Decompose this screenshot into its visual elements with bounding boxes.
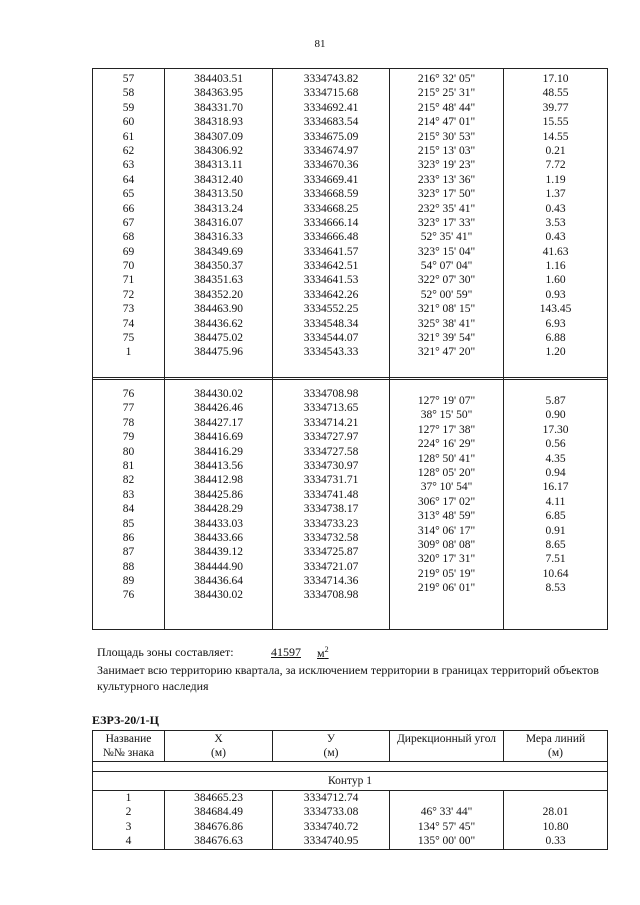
contour-label: Контур 1 [93,772,608,791]
direction-angle-column [390,791,504,850]
direction-angle: 306° 17' 02" [417,495,476,508]
y-coordinate: 3334733.23 [303,517,359,530]
x-coordinate-column [165,378,273,630]
x-coordinate: 384413.56 [194,459,243,472]
direction-angle-column [390,69,504,380]
direction-angle: 219° 05' 19" [417,567,476,580]
header-x: X (м) [165,731,273,762]
line-length: 1.16 [545,260,566,273]
direction-angle: 52° 35' 41" [420,231,473,244]
point-number: 83 [122,488,135,501]
direction-angle: 215° 30' 53" [417,130,476,143]
line-length: 17.10 [542,73,569,85]
direction-angle: 321° 39' 54" [417,332,476,345]
x-coordinate: 384676.63 [194,835,243,848]
point-number: 57 [122,73,135,85]
point-number: 1 [125,346,132,359]
x-coordinate: 384427.17 [194,416,243,429]
x-coordinate-column [165,69,273,380]
direction-angle: 233° 13' 36" [417,173,476,186]
y-coordinate: 3334730.97 [303,459,359,472]
x-coordinate: 384475.02 [194,332,243,345]
point-number: 66 [122,202,135,215]
y-coordinate: 3334692.41 [303,101,359,114]
y-coordinate: 3334642.26 [303,288,359,301]
direction-angle: 325° 38' 41" [417,317,476,330]
y-coordinate: 3334727.58 [303,445,359,458]
y-coordinate: 3334721.07 [303,560,359,573]
line-length: 48.55 [542,87,569,100]
x-coordinate: 384403.51 [194,73,243,85]
line-length: 0.90 [545,409,566,422]
direction-angle: 52° 00' 59" [420,288,473,301]
zone-code-heading: ЕЗРЗ-20/1-Ц [92,713,159,727]
x-coordinate: 384416.69 [194,431,243,444]
direction-angle: 135° 00' 00" [417,835,476,848]
x-coordinate: 384351.63 [194,274,243,287]
point-number: 72 [122,288,135,301]
line-length: 16.17 [542,481,569,494]
point-number-column [93,791,165,850]
line-length: 6.88 [545,332,566,345]
y-coordinate: 3334552.25 [303,303,359,316]
x-coordinate: 384331.70 [194,101,243,114]
line-length: 143.45 [539,303,572,316]
point-number: 78 [122,416,135,429]
y-coordinate: 3334733.08 [303,806,359,819]
x-coordinate: 384318.93 [194,116,243,129]
x-coordinate: 384350.37 [194,260,243,273]
y-coordinate-column [273,69,390,380]
line-length-column [504,378,608,630]
line-length: 15.55 [542,116,569,129]
point-number: 61 [122,130,135,143]
y-coordinate: 3334714.36 [303,575,359,588]
line-length: 7.51 [545,553,566,566]
line-length: 0.93 [545,288,566,301]
page-number: 81 [314,38,326,50]
point-number: 67 [122,216,135,229]
line-length: 6.93 [545,317,566,330]
y-coordinate: 3334641.53 [303,274,359,287]
point-number: 79 [122,431,135,444]
direction-angle: 127° 19' 07" [417,395,476,407]
line-length: 10.64 [542,567,569,580]
point-number: 71 [122,274,135,287]
x-coordinate-column [165,791,273,850]
direction-angle: 224° 16' 29" [417,438,476,451]
point-number-column [93,69,165,380]
point-number: 4 [125,835,132,848]
line-length: 5.87 [545,395,566,407]
line-length: 7.72 [545,159,566,172]
y-coordinate: 3334544.07 [303,332,359,345]
y-coordinate: 3334714.21 [303,416,359,429]
line-length: 4.11 [545,495,566,508]
point-number: 76 [122,388,135,400]
line-length: 14.55 [542,130,569,143]
x-coordinate: 384412.98 [194,474,243,487]
point-number: 75 [122,332,135,345]
direction-angle: 134° 57' 45" [417,820,476,833]
point-number: 76 [122,589,135,602]
direction-angle-column [390,378,504,630]
x-coordinate: 384433.03 [194,517,243,530]
point-number: 60 [122,116,135,129]
direction-angle: 323° 19' 23" [417,159,476,172]
line-length: 0.43 [545,231,566,244]
point-number: 64 [122,173,135,186]
direction-angle: 321° 47' 20" [417,346,476,359]
point-number: 82 [122,474,135,487]
direction-angle: 219° 06' 01" [417,582,476,595]
y-coordinate: 3334548.34 [303,317,359,330]
x-coordinate: 384316.07 [194,216,243,229]
y-coordinate: 3334738.17 [303,503,359,516]
x-coordinate: 384425.86 [194,488,243,501]
x-coordinate: 384436.64 [194,575,243,588]
direction-angle: 323° 17' 50" [417,188,476,201]
line-length: 0.33 [545,835,566,848]
point-number: 70 [122,260,135,273]
direction-angle: 54° 07' 04" [420,260,473,273]
x-coordinate: 384416.29 [194,445,243,458]
direction-angle: 323° 15' 04" [417,245,476,258]
area-unit: $м^2$ [317,645,329,660]
point-number: 74 [122,317,135,330]
direction-angle: 46° 33' 44" [420,806,473,819]
boundary-table-part-1 [92,68,608,380]
x-coordinate: 384352.20 [194,288,243,301]
direction-angle: 128° 05' 20" [417,466,476,479]
point-number: 86 [122,531,135,544]
x-coordinate: 384313.50 [194,188,243,201]
point-number: 77 [122,402,135,415]
y-coordinate: 3334666.14 [303,216,359,229]
point-number: 81 [122,459,135,472]
point-number: 2 [125,806,132,819]
x-coordinate: 384428.29 [194,503,243,516]
y-coordinate: 3334741.48 [303,488,359,501]
point-number: 80 [122,445,135,458]
line-length: 8.65 [545,538,566,551]
point-number: 65 [122,188,135,201]
header-direction-angle: Дирекционный угол [390,731,504,762]
line-length: 6.85 [545,510,566,523]
point-number: 3 [125,820,132,833]
line-length: 1.37 [545,188,566,201]
y-coordinate: 3334670.36 [303,159,359,172]
line-length: 39.77 [542,101,569,114]
line-length: 0.21 [545,144,566,157]
direction-angle: 323° 17' 33" [417,216,476,229]
y-coordinate: 3334732.58 [303,531,359,544]
direction-angle: 214° 47' 01" [417,116,476,129]
x-coordinate: 384436.62 [194,317,243,330]
line-length-column [504,791,608,850]
x-coordinate: 384349.69 [194,245,243,258]
header-y: У (м) [273,731,390,762]
x-coordinate: 384307.09 [194,130,243,143]
area-label: Площадь зоны составляет: [97,645,234,659]
y-coordinate: 3334668.59 [303,188,359,201]
point-number: 84 [122,503,135,516]
line-length: 17.30 [542,423,569,436]
line-length: 41.63 [542,245,569,258]
point-number-column [93,378,165,630]
line-length: 28.01 [542,806,569,819]
line-length: 0.56 [545,438,566,451]
direction-angle: 314° 06' 17" [417,524,476,537]
y-coordinate: 3334715.68 [303,87,359,100]
direction-angle: 215° 48' 44" [417,101,476,114]
point-number: 69 [122,245,135,258]
direction-angle: 127° 17' 38" [417,423,476,436]
x-coordinate: 384433.66 [194,531,243,544]
y-coordinate: 3334668.25 [303,202,359,215]
direction-angle: 309° 08' 08" [417,538,476,551]
y-coordinate: 3334666.48 [303,231,359,244]
point-number: 59 [122,101,135,114]
direction-angle: 38° 15' 50" [420,409,473,422]
x-coordinate: 384439.12 [194,546,243,559]
y-coordinate: 3334683.54 [303,116,359,129]
point-number: 68 [122,231,135,244]
header-point-name: Название №№ знака [93,731,165,762]
y-coordinate-column [273,791,390,850]
direction-angle: 215° 13' 03" [417,144,476,157]
zone-boundary-table [92,730,608,850]
direction-angle: 322° 07' 30" [417,274,476,287]
point-number: 1 [125,792,132,804]
direction-angle: 313° 48' 59" [417,510,476,523]
y-coordinate: 3334543.33 [303,346,359,359]
direction-angle: 232° 35' 41" [417,202,476,215]
line-length-column [504,69,608,380]
y-coordinate: 3334642.51 [303,260,359,273]
y-coordinate: 3334708.98 [303,388,359,400]
y-coordinate: 3334725.87 [303,546,359,559]
boundary-table-part-2 [92,377,608,630]
contour-row [93,772,608,791]
y-coordinate: 3334727.97 [303,431,359,444]
point-number: 88 [122,560,135,573]
x-coordinate: 384665.23 [194,792,243,804]
line-length: 10.80 [542,820,569,833]
line-length: 1.60 [545,274,566,287]
point-number: 62 [122,144,135,157]
occupancy-description: Занимает всю территорию квартала, за исключением территории в границах территорий объектов культурного наследия [97,663,599,693]
direction-angle: 320° 17' 31" [417,553,476,566]
line-length: 8.53 [545,582,566,595]
direction-angle: 128° 50' 41" [417,452,476,465]
x-coordinate: 384426.46 [194,402,243,415]
point-number: 85 [122,517,135,530]
direction-angle: 37° 10' 54" [420,481,473,494]
header-line-length: Мера линий (м) [504,731,608,762]
line-length: 1.19 [545,173,566,186]
y-coordinate: 3334708.98 [303,589,359,602]
y-coordinate: 3334669.41 [303,173,359,186]
line-length: 0.94 [545,466,566,479]
point-number: 63 [122,159,135,172]
point-number: 58 [122,87,135,100]
x-coordinate: 384475.96 [194,346,243,359]
x-coordinate: 384313.24 [194,202,243,215]
direction-angle: 216° 32' 05" [417,73,476,85]
point-number: 87 [122,546,135,559]
area-value: 41597 [271,645,301,659]
line-length: 3.53 [545,216,566,229]
x-coordinate: 384463.90 [194,303,243,316]
y-coordinate: 3334713.65 [303,402,359,415]
y-coordinate: 3334712.74 [303,792,359,804]
point-number: 89 [122,575,135,588]
y-coordinate: 3334675.09 [303,130,359,143]
direction-angle: 321° 08' 15" [417,303,476,316]
x-coordinate: 384316.33 [194,231,243,244]
y-coordinate: 3334740.95 [303,835,359,848]
point-number: 73 [122,303,135,316]
y-coordinate: 3334641.57 [303,245,359,258]
line-length: 0.43 [545,202,566,215]
x-coordinate: 384430.02 [194,589,243,602]
direction-angle: 215° 25' 31" [417,87,476,100]
y-coordinate: 3334743.82 [303,73,359,85]
table-header-row [93,731,608,762]
y-coordinate: 3334731.71 [303,474,359,487]
line-length: 4.35 [545,452,566,465]
line-length: 0.91 [545,524,566,537]
line-length: 1.20 [545,346,566,359]
x-coordinate: 384444.90 [194,560,243,573]
x-coordinate: 384430.02 [194,388,243,400]
y-coordinate: 3334674.97 [303,144,359,157]
y-coordinate: 3334740.72 [303,820,359,833]
x-coordinate: 384363.95 [194,87,243,100]
x-coordinate: 384676.86 [194,820,243,833]
y-coordinate-column [273,378,390,630]
x-coordinate: 384684.49 [194,806,243,819]
x-coordinate: 384312.40 [194,173,243,186]
zone-area-line [97,645,329,660]
x-coordinate: 384313.11 [194,159,243,172]
x-coordinate: 384306.92 [194,144,243,157]
